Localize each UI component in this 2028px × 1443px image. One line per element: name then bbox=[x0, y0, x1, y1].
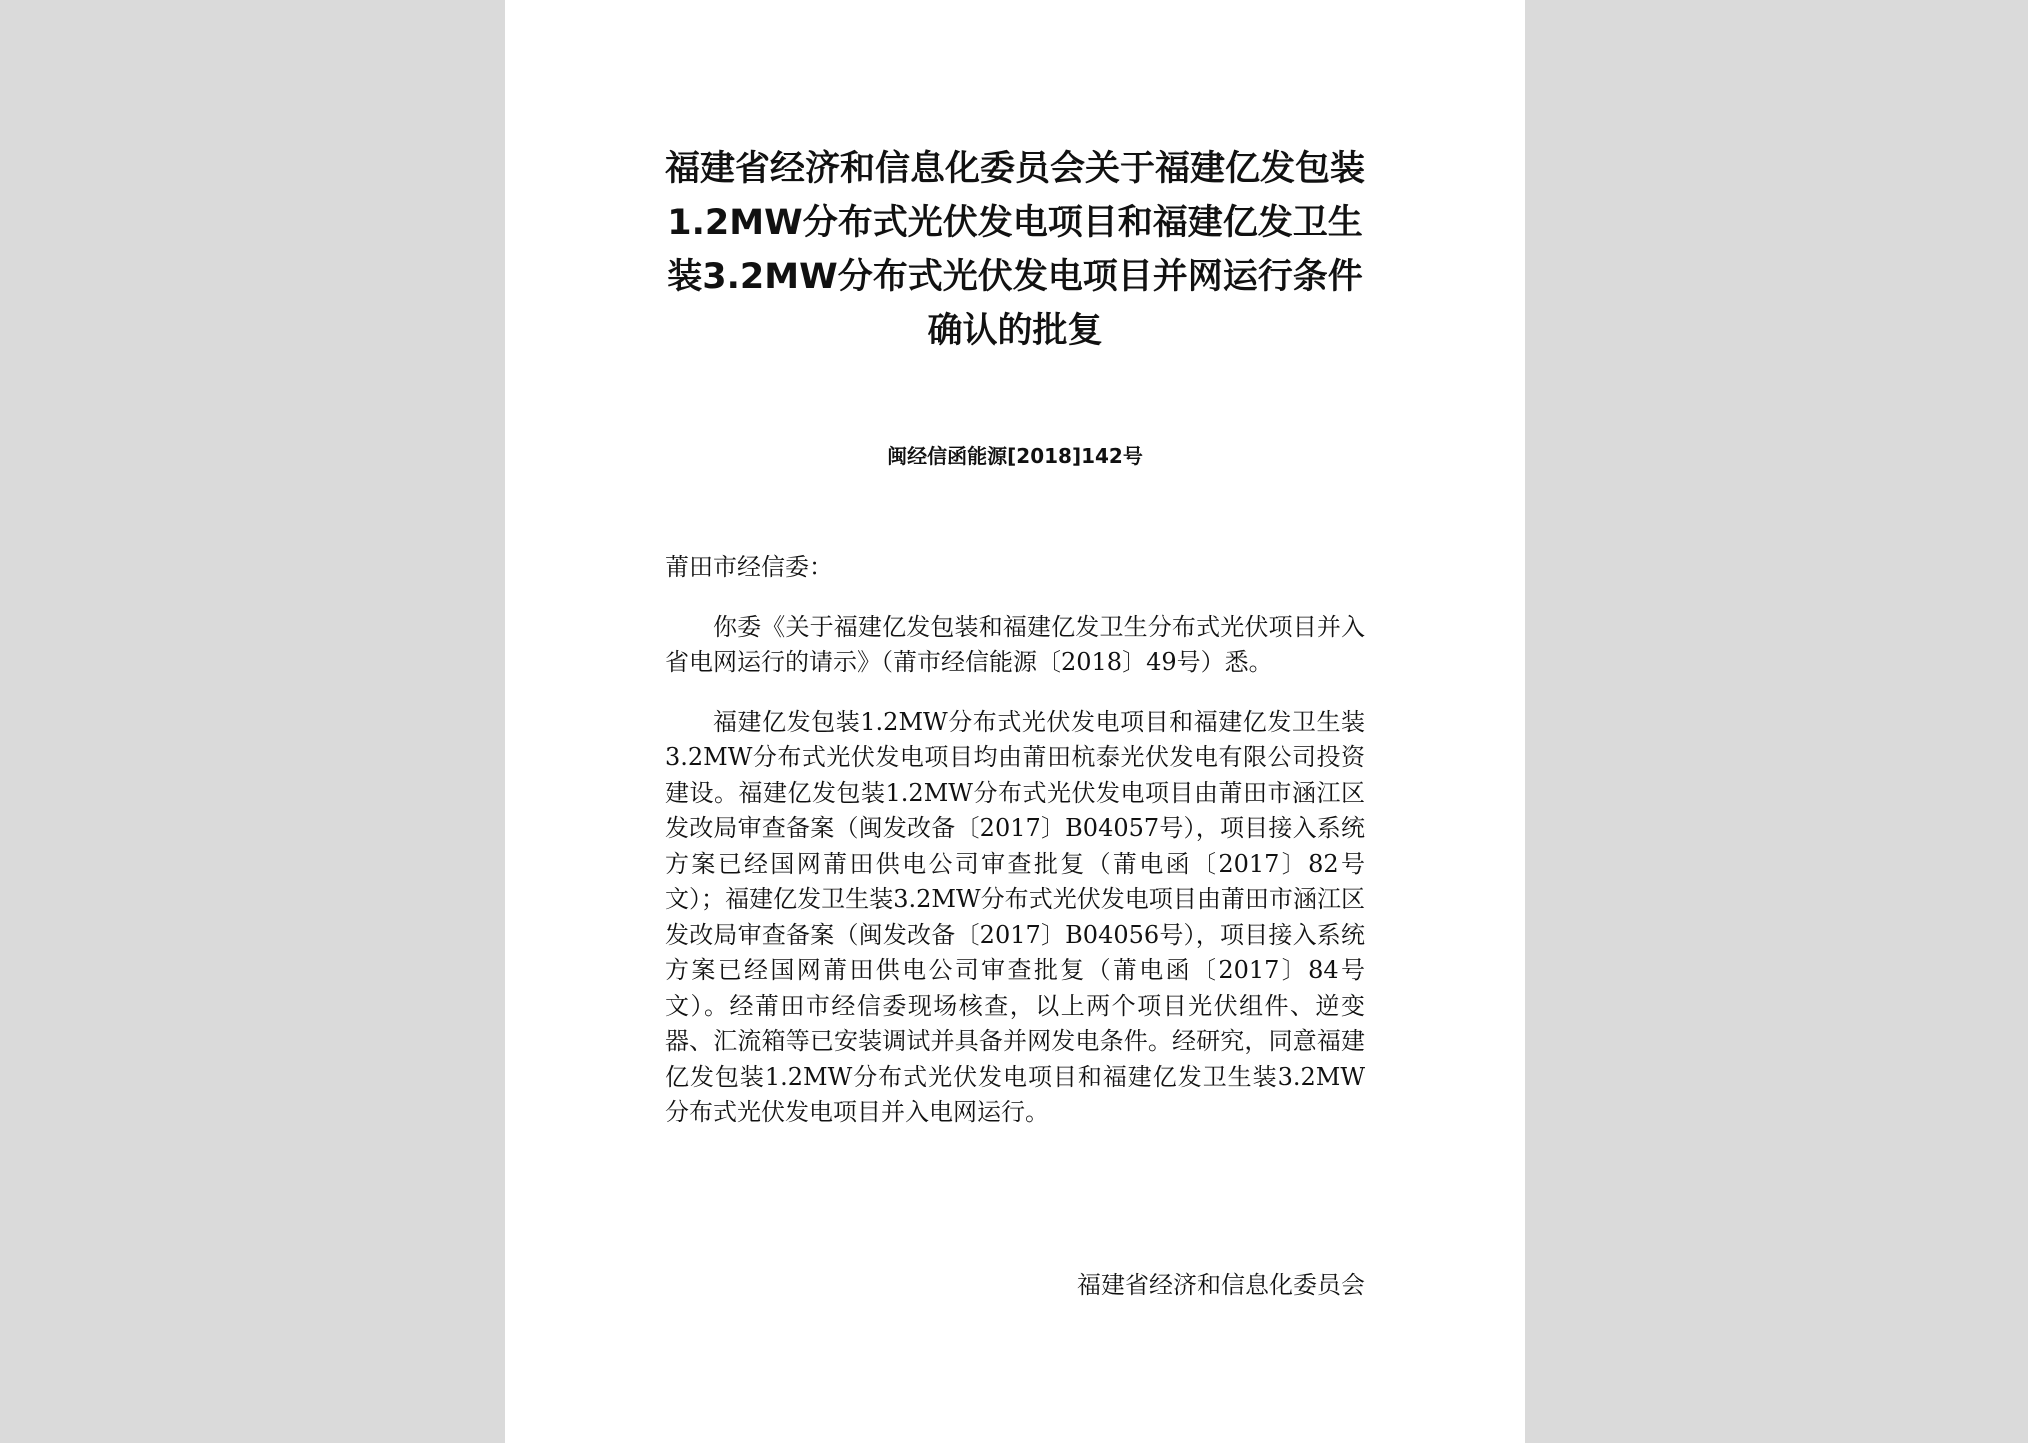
addressee: 莆田市经信委： bbox=[665, 553, 833, 581]
body-paragraph-2: 福建亿发包装1.2MW分布式光伏发电项目和福建亿发卫生装3.2MW分布式光伏发电项目均由莆田杭泰光伏发电有限公司投资建设。福建亿发包装1.2MW分布式光伏发电项目由莆田市涵江区发改局审查备案（闽发改备〔2017〕B04057号），项目接入系统方案已经国网莆田供电公司审查批复（莆电函〔2017〕82号文）；福建亿发卫生装3.2MW分布式光伏发电项目由莆田市涵江区发改局审查备案（闽发改备〔2017〕B04056号），项目接入系统方案已经国网莆田供电公司审查批复（莆电函〔2017〕84号文）。经莆田市经信委现场核查，以上两个项目光伏组件、逆变器、汇流箱等已安装调试并具备并网发电条件。经研究，同意福建亿发包装1.2MW分布式光伏发电项目和福建亿发卫生装3.2MW分布式光伏发电项目并入电网运行。 bbox=[665, 707, 1365, 1126]
document-body bbox=[665, 550, 1365, 1155]
body-paragraph-1: 你委《关于福建亿发包装和福建亿发卫生分布式光伏项目并入省电网运行的请示》（莆市经信能源〔2018〕49号）悉。 bbox=[665, 612, 1365, 676]
document-page bbox=[505, 0, 1525, 1443]
document-number: 闽经信函能源[2018]142号 bbox=[887, 444, 1143, 468]
signature: 福建省经济和信息化委员会 bbox=[1077, 1271, 1365, 1299]
document-title: 福建省经济和信息化委员会关于福建亿发包装1.2MW分布式光伏发电项目和福建亿发卫生装3.2MW分布式光伏发电项目并网运行条件确认的批复 bbox=[664, 149, 1365, 351]
